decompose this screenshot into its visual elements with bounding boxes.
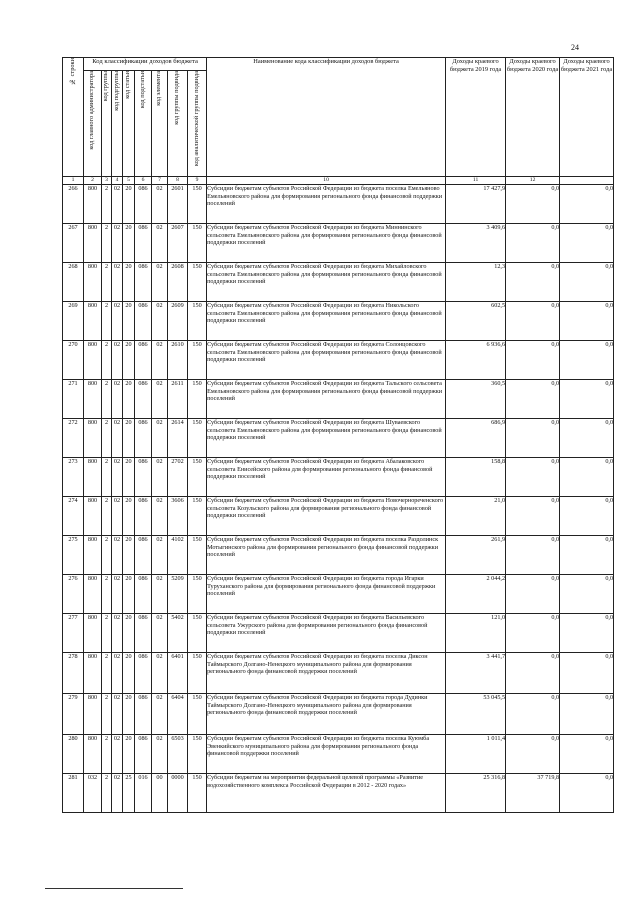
table-row bbox=[63, 458, 614, 497]
amount-2020: 0,0 bbox=[506, 341, 560, 380]
amount-2020: 0,0 bbox=[506, 575, 560, 614]
amount-2021: 0,0 bbox=[560, 774, 614, 813]
group-code: 2 bbox=[102, 302, 112, 341]
amount-2019: 3 441,7 bbox=[446, 653, 506, 694]
row-number: 272 bbox=[63, 419, 84, 458]
column-number: 5 bbox=[123, 177, 135, 185]
article-code: 20 bbox=[123, 614, 135, 653]
subarticle-code: 086 bbox=[135, 614, 152, 653]
group-code: 2 bbox=[102, 263, 112, 302]
article-code: 20 bbox=[123, 653, 135, 694]
element-code: 02 bbox=[152, 536, 168, 575]
group-code: 2 bbox=[102, 774, 112, 813]
amount-2020: 0,0 bbox=[506, 653, 560, 694]
subarticle-code: 086 bbox=[135, 735, 152, 774]
article-code: 20 bbox=[123, 224, 135, 263]
amount-2021: 0,0 bbox=[560, 694, 614, 735]
revenue-name: Субсидии бюджетам субъектов Российской Федерации из бюджета поселка Диксон Таймырского Долгано-Ненецкого муниципального района для формирования регионального фонда финансовой поддержки поселений bbox=[207, 653, 446, 694]
amount-2021: 0,0 bbox=[560, 614, 614, 653]
subarticle-code: 086 bbox=[135, 263, 152, 302]
element-code: 02 bbox=[152, 185, 168, 224]
subarticle-code: 086 bbox=[135, 575, 152, 614]
header-2020: Доходы краевого бюджета 2020 года bbox=[506, 58, 560, 177]
header-code-group: Код классификации доходов бюджета bbox=[84, 58, 207, 71]
subgroup-code: 02 bbox=[112, 653, 123, 694]
page-number: 24 bbox=[571, 43, 579, 52]
subarticle-code: 086 bbox=[135, 185, 152, 224]
amount-2019: 686,9 bbox=[446, 419, 506, 458]
header-row-number: № строки bbox=[63, 58, 84, 177]
table-body bbox=[63, 185, 614, 813]
admin-code: 800 bbox=[84, 263, 102, 302]
amount-2020: 0,0 bbox=[506, 185, 560, 224]
revenue-name: Субсидии бюджетам субъектов Российской Федерации из бюджета Михайловского сельсовета Емельяновского района для формирования регионального фонда финансовой поддержки поселений bbox=[207, 263, 446, 302]
header-subarticle-code: код подстатьи bbox=[135, 71, 152, 177]
row-number: 274 bbox=[63, 497, 84, 536]
subtype-group-code: 3606 bbox=[168, 497, 188, 536]
revenue-name: Субсидии бюджетам субъектов Российской Федерации из бюджета города Дудинки Таймырского Долгано-Ненецкого муниципального района для формирования регионального фонда финансовой поддержки поселений bbox=[207, 694, 446, 735]
subgroup-code: 02 bbox=[112, 694, 123, 735]
analytic-group-code: 150 bbox=[188, 419, 207, 458]
subarticle-code: 016 bbox=[135, 774, 152, 813]
header-subgroup-code: код подгруппы bbox=[112, 71, 123, 177]
article-code: 20 bbox=[123, 694, 135, 735]
subgroup-code: 02 bbox=[112, 735, 123, 774]
subtype-group-code: 4102 bbox=[168, 536, 188, 575]
element-code: 02 bbox=[152, 224, 168, 263]
subtype-group-code: 2608 bbox=[168, 263, 188, 302]
subgroup-code: 02 bbox=[112, 380, 123, 419]
amount-2021: 0,0 bbox=[560, 302, 614, 341]
element-code: 02 bbox=[152, 497, 168, 536]
row-number: 270 bbox=[63, 341, 84, 380]
revenue-name: Субсидии бюджетам субъектов Российской Федерации из бюджета Миннинского сельсовета Емельяновского района для формирования регионального фонда финансовой поддержки поселений bbox=[207, 224, 446, 263]
amount-2021: 0,0 bbox=[560, 185, 614, 224]
column-number: 9 bbox=[188, 177, 207, 185]
subarticle-code: 086 bbox=[135, 458, 152, 497]
subtype-group-code: 6503 bbox=[168, 735, 188, 774]
analytic-group-code: 150 bbox=[188, 341, 207, 380]
subtype-group-code: 5209 bbox=[168, 575, 188, 614]
article-code: 20 bbox=[123, 735, 135, 774]
subtype-group-code: 0000 bbox=[168, 774, 188, 813]
column-number: 3 bbox=[102, 177, 112, 185]
amount-2021: 0,0 bbox=[560, 735, 614, 774]
revenue-name: Субсидии бюджетам субъектов Российской Федерации из бюджета поселка Емельяново Емельяновского района для формирования регионального фонда финансовой поддержки поселений bbox=[207, 185, 446, 224]
subarticle-code: 086 bbox=[135, 302, 152, 341]
amount-2020: 37 719,8 bbox=[506, 774, 560, 813]
admin-code: 800 bbox=[84, 653, 102, 694]
group-code: 2 bbox=[102, 735, 112, 774]
column-number: 7 bbox=[152, 177, 168, 185]
amount-2019: 53 045,5 bbox=[446, 694, 506, 735]
admin-code: 800 bbox=[84, 735, 102, 774]
article-code: 20 bbox=[123, 302, 135, 341]
group-code: 2 bbox=[102, 536, 112, 575]
amount-2021: 0,0 bbox=[560, 575, 614, 614]
column-number: 12 bbox=[506, 177, 560, 185]
amount-2020: 0,0 bbox=[506, 419, 560, 458]
row-number: 277 bbox=[63, 614, 84, 653]
row-number: 280 bbox=[63, 735, 84, 774]
column-number: 8 bbox=[168, 177, 188, 185]
analytic-group-code: 150 bbox=[188, 263, 207, 302]
subgroup-code: 02 bbox=[112, 774, 123, 813]
amount-2020: 0,0 bbox=[506, 263, 560, 302]
revenue-name: Субсидии бюджетам субъектов Российской Федерации из бюджета поселка Куюмба Эвенкийского муниципального района для формирования регионального фонда финансовой поддержки поселений bbox=[207, 735, 446, 774]
amount-2019: 158,8 bbox=[446, 458, 506, 497]
amount-2021: 0,0 bbox=[560, 224, 614, 263]
element-code: 02 bbox=[152, 419, 168, 458]
analytic-group-code: 150 bbox=[188, 497, 207, 536]
column-number: 1 bbox=[63, 177, 84, 185]
amount-2019: 1 011,4 bbox=[446, 735, 506, 774]
article-code: 20 bbox=[123, 419, 135, 458]
table-row bbox=[63, 263, 614, 302]
header-element-code: код элемента bbox=[152, 71, 168, 177]
element-code: 02 bbox=[152, 263, 168, 302]
element-code: 00 bbox=[152, 774, 168, 813]
admin-code: 800 bbox=[84, 302, 102, 341]
amount-2021: 0,0 bbox=[560, 341, 614, 380]
amount-2019: 360,5 bbox=[446, 380, 506, 419]
group-code: 2 bbox=[102, 224, 112, 263]
admin-code: 800 bbox=[84, 380, 102, 419]
subtype-group-code: 2614 bbox=[168, 419, 188, 458]
revenue-name: Субсидии бюджетам субъектов Российской Федерации из бюджета города Игарки Туруханского района для формирования регионального фонда финансовой поддержки поселений bbox=[207, 575, 446, 614]
row-number: 266 bbox=[63, 185, 84, 224]
admin-code: 800 bbox=[84, 536, 102, 575]
analytic-group-code: 150 bbox=[188, 185, 207, 224]
row-number: 267 bbox=[63, 224, 84, 263]
group-code: 2 bbox=[102, 458, 112, 497]
group-code: 2 bbox=[102, 497, 112, 536]
table-row bbox=[63, 774, 614, 813]
subarticle-code: 086 bbox=[135, 497, 152, 536]
element-code: 02 bbox=[152, 575, 168, 614]
amount-2020: 0,0 bbox=[506, 694, 560, 735]
header-admin-code: код главного администратора bbox=[84, 71, 102, 177]
subtype-group-code: 6401 bbox=[168, 653, 188, 694]
table-row bbox=[63, 497, 614, 536]
amount-2019: 21,0 bbox=[446, 497, 506, 536]
subgroup-code: 02 bbox=[112, 185, 123, 224]
analytic-group-code: 150 bbox=[188, 458, 207, 497]
subarticle-code: 086 bbox=[135, 419, 152, 458]
amount-2020: 0,0 bbox=[506, 458, 560, 497]
amount-2019: 2 044,2 bbox=[446, 575, 506, 614]
subtype-group-code: 6404 bbox=[168, 694, 188, 735]
amount-2019: 25 316,8 bbox=[446, 774, 506, 813]
article-code: 20 bbox=[123, 575, 135, 614]
subarticle-code: 086 bbox=[135, 653, 152, 694]
amount-2019: 261,9 bbox=[446, 536, 506, 575]
group-code: 2 bbox=[102, 185, 112, 224]
admin-code: 800 bbox=[84, 458, 102, 497]
amount-2019: 12,3 bbox=[446, 263, 506, 302]
row-number: 268 bbox=[63, 263, 84, 302]
subgroup-code: 02 bbox=[112, 302, 123, 341]
amount-2020: 0,0 bbox=[506, 536, 560, 575]
element-code: 02 bbox=[152, 302, 168, 341]
group-code: 2 bbox=[102, 419, 112, 458]
table-row bbox=[63, 653, 614, 694]
table-row bbox=[63, 694, 614, 735]
group-code: 2 bbox=[102, 653, 112, 694]
table-row bbox=[63, 224, 614, 263]
group-code: 2 bbox=[102, 380, 112, 419]
subtype-group-code: 2601 bbox=[168, 185, 188, 224]
table-row bbox=[63, 185, 614, 224]
table-row bbox=[63, 575, 614, 614]
subarticle-code: 086 bbox=[135, 536, 152, 575]
amount-2020: 0,0 bbox=[506, 614, 560, 653]
header-name: Наименование кода классификации доходов бюджета bbox=[207, 58, 446, 177]
subgroup-code: 02 bbox=[112, 419, 123, 458]
amount-2021: 0,0 bbox=[560, 497, 614, 536]
article-code: 20 bbox=[123, 497, 135, 536]
admin-code: 800 bbox=[84, 185, 102, 224]
column-number-row bbox=[63, 177, 614, 185]
admin-code: 800 bbox=[84, 694, 102, 735]
header-2021: Доходы краевого бюджета 2021 года bbox=[560, 58, 614, 177]
amount-2019: 6 936,6 bbox=[446, 341, 506, 380]
element-code: 02 bbox=[152, 341, 168, 380]
amount-2019: 3 409,6 bbox=[446, 224, 506, 263]
revenue-name: Субсидии бюджетам субъектов Российской Федерации из бюджета поселка Раздолинск Мотыгинского района для формирования регионального фонда финансовой поддержки поселений bbox=[207, 536, 446, 575]
subarticle-code: 086 bbox=[135, 694, 152, 735]
admin-code: 800 bbox=[84, 419, 102, 458]
article-code: 20 bbox=[123, 263, 135, 302]
amount-2020: 0,0 bbox=[506, 224, 560, 263]
column-number bbox=[560, 177, 614, 185]
article-code: 20 bbox=[123, 536, 135, 575]
subgroup-code: 02 bbox=[112, 497, 123, 536]
subgroup-code: 02 bbox=[112, 341, 123, 380]
header-analytic-group-code: код аналитической группы подвида bbox=[188, 71, 207, 177]
article-code: 20 bbox=[123, 341, 135, 380]
element-code: 02 bbox=[152, 735, 168, 774]
analytic-group-code: 150 bbox=[188, 302, 207, 341]
footer-rule bbox=[45, 888, 183, 889]
subgroup-code: 02 bbox=[112, 263, 123, 302]
element-code: 02 bbox=[152, 380, 168, 419]
article-code: 20 bbox=[123, 458, 135, 497]
article-code: 20 bbox=[123, 185, 135, 224]
amount-2019: 602,5 bbox=[446, 302, 506, 341]
group-code: 2 bbox=[102, 341, 112, 380]
element-code: 02 bbox=[152, 458, 168, 497]
element-code: 02 bbox=[152, 694, 168, 735]
subgroup-code: 02 bbox=[112, 536, 123, 575]
column-number: 2 bbox=[84, 177, 102, 185]
analytic-group-code: 150 bbox=[188, 694, 207, 735]
analytic-group-code: 150 bbox=[188, 536, 207, 575]
revenue-name: Субсидии бюджетам субъектов Российской Федерации из бюджета Васильевского сельсовета Ужурского района для формирования регионального фонда финансовой поддержки поселений bbox=[207, 614, 446, 653]
analytic-group-code: 150 bbox=[188, 380, 207, 419]
subgroup-code: 02 bbox=[112, 224, 123, 263]
row-number: 273 bbox=[63, 458, 84, 497]
subtype-group-code: 2609 bbox=[168, 302, 188, 341]
amount-2021: 0,0 bbox=[560, 458, 614, 497]
table-row bbox=[63, 380, 614, 419]
header-group-code: код группы bbox=[102, 71, 112, 177]
revenue-name: Субсидии бюджетам субъектов Российской Федерации из бюджета Никольского сельсовета Емельяновского района для формирования регионального фонда финансовой поддержки поселений bbox=[207, 302, 446, 341]
amount-2020: 0,0 bbox=[506, 497, 560, 536]
subtype-group-code: 2702 bbox=[168, 458, 188, 497]
subtype-group-code: 2610 bbox=[168, 341, 188, 380]
analytic-group-code: 150 bbox=[188, 774, 207, 813]
admin-code: 800 bbox=[84, 497, 102, 536]
revenue-name: Субсидии бюджетам субъектов Российской Федерации из бюджета Абалаковского сельсовета Енисейского района для формирования регионального фонда финансовой поддержки поселений bbox=[207, 458, 446, 497]
table-row bbox=[63, 614, 614, 653]
amount-2021: 0,0 bbox=[560, 653, 614, 694]
row-number: 279 bbox=[63, 694, 84, 735]
amount-2019: 17 427,9 bbox=[446, 185, 506, 224]
subarticle-code: 086 bbox=[135, 341, 152, 380]
subgroup-code: 02 bbox=[112, 614, 123, 653]
group-code: 2 bbox=[102, 575, 112, 614]
revenue-name: Субсидии бюджетам субъектов Российской Федерации из бюджета Новочернореченского сельсовета Козульского района для формирования регионального фонда финансовой поддержки поселений bbox=[207, 497, 446, 536]
table-row bbox=[63, 735, 614, 774]
header-subtype-group-code: код группы подвида bbox=[168, 71, 188, 177]
amount-2020: 0,0 bbox=[506, 302, 560, 341]
element-code: 02 bbox=[152, 614, 168, 653]
row-number: 281 bbox=[63, 774, 84, 813]
analytic-group-code: 150 bbox=[188, 653, 207, 694]
header-article-code: код статьи bbox=[123, 71, 135, 177]
admin-code: 800 bbox=[84, 575, 102, 614]
subarticle-code: 086 bbox=[135, 224, 152, 263]
row-number: 271 bbox=[63, 380, 84, 419]
amount-2020: 0,0 bbox=[506, 735, 560, 774]
column-number: 6 bbox=[135, 177, 152, 185]
article-code: 20 bbox=[123, 380, 135, 419]
row-number: 278 bbox=[63, 653, 84, 694]
budget-revenue-table bbox=[62, 57, 614, 813]
admin-code: 800 bbox=[84, 224, 102, 263]
table-row bbox=[63, 302, 614, 341]
amount-2020: 0,0 bbox=[506, 380, 560, 419]
row-number: 269 bbox=[63, 302, 84, 341]
analytic-group-code: 150 bbox=[188, 614, 207, 653]
amount-2021: 0,0 bbox=[560, 419, 614, 458]
article-code: 25 bbox=[123, 774, 135, 813]
group-code: 2 bbox=[102, 694, 112, 735]
column-number: 10 bbox=[207, 177, 446, 185]
column-number: 11 bbox=[446, 177, 506, 185]
revenue-name: Субсидии бюджетам субъектов Российской Федерации из бюджета Солонцовского сельсовета Емельяновского района для формирования регионального фонда финансовой поддержки поселений bbox=[207, 341, 446, 380]
table-row bbox=[63, 341, 614, 380]
admin-code: 800 bbox=[84, 341, 102, 380]
admin-code: 800 bbox=[84, 614, 102, 653]
subtype-group-code: 5402 bbox=[168, 614, 188, 653]
revenue-name: Субсидии бюджетам субъектов Российской Федерации из бюджета Тальского сельсовета Емельяновского района для формирования регионального фонда финансовой поддержки поселений bbox=[207, 380, 446, 419]
amount-2019: 121,0 bbox=[446, 614, 506, 653]
subgroup-code: 02 bbox=[112, 575, 123, 614]
analytic-group-code: 150 bbox=[188, 224, 207, 263]
analytic-group-code: 150 bbox=[188, 735, 207, 774]
header-2019: Доходы краевого бюджета 2019 года bbox=[446, 58, 506, 177]
subtype-group-code: 2607 bbox=[168, 224, 188, 263]
amount-2021: 0,0 bbox=[560, 263, 614, 302]
table-row bbox=[63, 536, 614, 575]
group-code: 2 bbox=[102, 614, 112, 653]
subtype-group-code: 2611 bbox=[168, 380, 188, 419]
subgroup-code: 02 bbox=[112, 458, 123, 497]
analytic-group-code: 150 bbox=[188, 575, 207, 614]
row-number: 275 bbox=[63, 536, 84, 575]
amount-2021: 0,0 bbox=[560, 536, 614, 575]
table-row bbox=[63, 419, 614, 458]
element-code: 02 bbox=[152, 653, 168, 694]
admin-code: 032 bbox=[84, 774, 102, 813]
column-number: 4 bbox=[112, 177, 123, 185]
revenue-name: Субсидии бюджетам субъектов Российской Федерации из бюджета Шуваевского сельсовета Емельяновского района для формирования регионального фонда финансовой поддержки поселений bbox=[207, 419, 446, 458]
amount-2021: 0,0 bbox=[560, 380, 614, 419]
row-number: 276 bbox=[63, 575, 84, 614]
subarticle-code: 086 bbox=[135, 380, 152, 419]
revenue-name: Субсидии бюджетам на мероприятия федеральной целевой программы «Развитие водохозяйственного комплекса Российской Федерации в 2012 - 2020 годах» bbox=[207, 774, 446, 813]
